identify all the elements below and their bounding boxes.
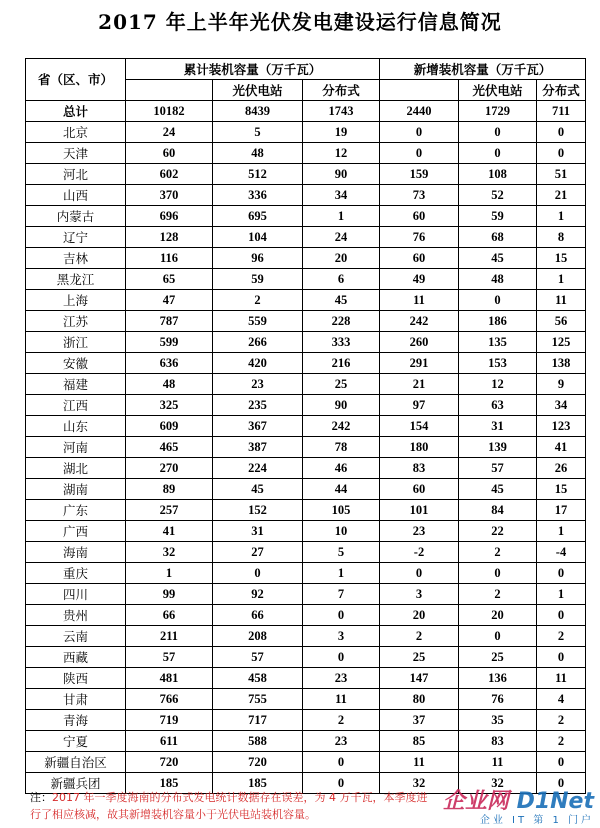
cell-n-pv: 153 — [459, 353, 537, 374]
table-row — [26, 269, 586, 290]
cell-c-total: 325 — [126, 395, 213, 416]
cell-n-dist: -4 — [537, 542, 586, 563]
cell-n-total: 154 — [380, 416, 459, 437]
cell-n-total: 32 — [380, 773, 459, 794]
cell-c-dist: 3 — [303, 626, 380, 647]
cell-n-total: 147 — [380, 668, 459, 689]
cell-c-dist: 0 — [303, 647, 380, 668]
cell-n-dist: 56 — [537, 311, 586, 332]
cell-n-pv: 22 — [459, 521, 537, 542]
cell-n-total: 25 — [380, 647, 459, 668]
cell-c-dist: 90 — [303, 164, 380, 185]
cell-n-dist: 2 — [537, 626, 586, 647]
cell-c-dist: 0 — [303, 752, 380, 773]
cell-c-dist: 0 — [303, 605, 380, 626]
cell-c-dist: 2 — [303, 710, 380, 731]
cell-c-pv: 2 — [213, 290, 303, 311]
cell-n-pv: 45 — [459, 479, 537, 500]
cell-n-dist: 41 — [537, 437, 586, 458]
table-row — [26, 311, 586, 332]
province-name: 江苏 — [26, 311, 126, 332]
cell-c-pv: 185 — [213, 773, 303, 794]
cell-c-total: 116 — [126, 248, 213, 269]
cell-c-dist: 34 — [303, 185, 380, 206]
cell-n-pv: 31 — [459, 416, 537, 437]
cell-c-pv: 57 — [213, 647, 303, 668]
table-row — [26, 689, 586, 710]
cell-c-dist: 20 — [303, 248, 380, 269]
cell-n-dist: 1 — [537, 269, 586, 290]
cell-n-pv: 0 — [459, 290, 537, 311]
table-row — [26, 416, 586, 437]
cell-c-total: 636 — [126, 353, 213, 374]
cell-c-total: 47 — [126, 290, 213, 311]
cell-c-total: 211 — [126, 626, 213, 647]
cell-n-total: 73 — [380, 185, 459, 206]
province-name: 浙江 — [26, 332, 126, 353]
cell-c-total: 41 — [126, 521, 213, 542]
cell-c-dist: 242 — [303, 416, 380, 437]
cell-c-total: 57 — [126, 647, 213, 668]
cell-c-dist: 5 — [303, 542, 380, 563]
cell-c-total: 599 — [126, 332, 213, 353]
cell-n-pv: 11 — [459, 752, 537, 773]
cell-c-dist: 25 — [303, 374, 380, 395]
cell-n-dist: 0 — [537, 563, 586, 584]
province-name: 甘肃 — [26, 689, 126, 710]
table-row — [26, 206, 586, 227]
cell-n-total: 97 — [380, 395, 459, 416]
cell-c-dist: 228 — [303, 311, 380, 332]
table-row — [26, 227, 586, 248]
cell-c-total: 65 — [126, 269, 213, 290]
cell-n-total: 49 — [380, 269, 459, 290]
cell-c-total: 89 — [126, 479, 213, 500]
province-name: 总计 — [26, 101, 126, 122]
cell-c-pv: 720 — [213, 752, 303, 773]
cell-n-dist: 0 — [537, 605, 586, 626]
cell-n-pv: 136 — [459, 668, 537, 689]
cell-c-pv: 66 — [213, 605, 303, 626]
table-row — [26, 248, 586, 269]
cell-c-pv: 559 — [213, 311, 303, 332]
cell-n-dist: 1 — [537, 584, 586, 605]
header-new-distributed: 分布式 — [537, 80, 586, 101]
cell-n-dist: 711 — [537, 101, 586, 122]
province-name: 北京 — [26, 122, 126, 143]
cell-c-dist: 216 — [303, 353, 380, 374]
cell-c-dist: 78 — [303, 437, 380, 458]
cell-n-pv: 57 — [459, 458, 537, 479]
cell-c-pv: 387 — [213, 437, 303, 458]
cell-c-total: 787 — [126, 311, 213, 332]
cell-c-total: 696 — [126, 206, 213, 227]
cell-n-total: -2 — [380, 542, 459, 563]
cell-c-pv: 0 — [213, 563, 303, 584]
cell-n-pv: 0 — [459, 143, 537, 164]
cell-n-pv: 0 — [459, 563, 537, 584]
cell-c-dist: 105 — [303, 500, 380, 521]
table-row — [26, 710, 586, 731]
header-new-total — [380, 80, 459, 101]
cell-n-pv: 45 — [459, 248, 537, 269]
province-name: 贵州 — [26, 605, 126, 626]
cell-n-dist: 1 — [537, 206, 586, 227]
cell-n-dist: 4 — [537, 689, 586, 710]
cell-c-pv: 48 — [213, 143, 303, 164]
cell-n-pv: 84 — [459, 500, 537, 521]
cell-n-total: 11 — [380, 752, 459, 773]
cell-c-dist: 23 — [303, 668, 380, 689]
table-row — [26, 122, 586, 143]
cell-c-pv: 266 — [213, 332, 303, 353]
cell-c-dist: 24 — [303, 227, 380, 248]
cell-c-pv: 8439 — [213, 101, 303, 122]
table-row — [26, 185, 586, 206]
province-name: 新疆自治区 — [26, 752, 126, 773]
province-name: 新疆兵团 — [26, 773, 126, 794]
cell-c-dist: 6 — [303, 269, 380, 290]
cell-n-dist: 0 — [537, 752, 586, 773]
header-new-pv: 光伏电站 — [459, 80, 537, 101]
cell-n-total: 37 — [380, 710, 459, 731]
footnote-prefix: 注： — [30, 791, 52, 804]
province-name: 天津 — [26, 143, 126, 164]
province-name: 山东 — [26, 416, 126, 437]
footnote-red-text: 2017 年一季度海南的分布式发电统计数据存在误差，为 4 万千瓦，本季度进 — [52, 791, 428, 804]
cell-n-dist: 15 — [537, 248, 586, 269]
cell-c-dist: 46 — [303, 458, 380, 479]
cell-c-pv: 23 — [213, 374, 303, 395]
table-row — [26, 521, 586, 542]
cell-c-total: 766 — [126, 689, 213, 710]
province-name: 四川 — [26, 584, 126, 605]
cell-c-dist: 45 — [303, 290, 380, 311]
table-row — [26, 626, 586, 647]
cell-n-pv: 186 — [459, 311, 537, 332]
cell-n-dist: 0 — [537, 647, 586, 668]
cell-c-total: 720 — [126, 752, 213, 773]
province-name: 内蒙古 — [26, 206, 126, 227]
cell-n-dist: 2 — [537, 710, 586, 731]
cell-n-dist: 123 — [537, 416, 586, 437]
cell-n-dist: 34 — [537, 395, 586, 416]
cell-n-total: 242 — [380, 311, 459, 332]
header-cumulative: 累计装机容量（万千瓦） — [126, 59, 380, 80]
cell-n-total: 60 — [380, 206, 459, 227]
cell-n-pv: 1729 — [459, 101, 537, 122]
cell-n-total: 3 — [380, 584, 459, 605]
cell-c-total: 128 — [126, 227, 213, 248]
cell-n-pv: 76 — [459, 689, 537, 710]
table-row — [26, 353, 586, 374]
cell-c-dist: 44 — [303, 479, 380, 500]
table-row — [26, 752, 586, 773]
cell-c-total: 719 — [126, 710, 213, 731]
table-row — [26, 479, 586, 500]
cell-n-pv: 59 — [459, 206, 537, 227]
cell-n-pv: 83 — [459, 731, 537, 752]
table-row — [26, 395, 586, 416]
cell-c-total: 481 — [126, 668, 213, 689]
province-name: 辽宁 — [26, 227, 126, 248]
province-name: 湖南 — [26, 479, 126, 500]
header-cumulative-distributed: 分布式 — [303, 80, 380, 101]
header-cumulative-total — [126, 80, 213, 101]
cell-n-pv: 2 — [459, 542, 537, 563]
cell-c-total: 60 — [126, 143, 213, 164]
cell-c-total: 66 — [126, 605, 213, 626]
cell-n-total: 291 — [380, 353, 459, 374]
cell-c-dist: 333 — [303, 332, 380, 353]
cell-n-total: 80 — [380, 689, 459, 710]
cell-n-pv: 12 — [459, 374, 537, 395]
cell-c-total: 609 — [126, 416, 213, 437]
table-row — [26, 143, 586, 164]
cell-n-dist: 21 — [537, 185, 586, 206]
cell-n-total: 21 — [380, 374, 459, 395]
cell-c-pv: 367 — [213, 416, 303, 437]
table-row — [26, 668, 586, 689]
cell-c-dist: 19 — [303, 122, 380, 143]
cell-c-pv: 235 — [213, 395, 303, 416]
cell-c-pv: 104 — [213, 227, 303, 248]
cell-c-pv: 5 — [213, 122, 303, 143]
pv-capacity-table — [25, 58, 586, 794]
province-name: 重庆 — [26, 563, 126, 584]
cell-c-dist: 7 — [303, 584, 380, 605]
cell-c-pv: 208 — [213, 626, 303, 647]
cell-n-dist: 11 — [537, 290, 586, 311]
watermark-brand-b: D1Net — [516, 789, 594, 814]
province-name: 宁夏 — [26, 731, 126, 752]
cell-c-pv: 27 — [213, 542, 303, 563]
cell-n-pv: 2 — [459, 584, 537, 605]
province-name: 海南 — [26, 542, 126, 563]
table-row — [26, 290, 586, 311]
cell-n-total: 0 — [380, 122, 459, 143]
cell-c-total: 99 — [126, 584, 213, 605]
cell-n-total: 11 — [380, 290, 459, 311]
cell-n-dist: 1 — [537, 521, 586, 542]
cell-n-total: 180 — [380, 437, 459, 458]
cell-c-dist: 90 — [303, 395, 380, 416]
cell-n-dist: 125 — [537, 332, 586, 353]
table-row — [26, 500, 586, 521]
header-cumulative-pv: 光伏电站 — [213, 80, 303, 101]
cell-c-pv: 717 — [213, 710, 303, 731]
cell-n-total: 0 — [380, 563, 459, 584]
table-row — [26, 605, 586, 626]
cell-n-dist: 51 — [537, 164, 586, 185]
header-province: 省（区、市） — [26, 59, 126, 101]
province-name: 云南 — [26, 626, 126, 647]
province-name: 上海 — [26, 290, 126, 311]
table-row — [26, 164, 586, 185]
cell-c-pv: 336 — [213, 185, 303, 206]
cell-c-total: 10182 — [126, 101, 213, 122]
cell-c-pv: 224 — [213, 458, 303, 479]
province-name: 广西 — [26, 521, 126, 542]
cell-n-dist: 26 — [537, 458, 586, 479]
cell-n-pv: 20 — [459, 605, 537, 626]
table-row — [26, 542, 586, 563]
table-row — [26, 647, 586, 668]
cell-c-pv: 695 — [213, 206, 303, 227]
province-name: 湖北 — [26, 458, 126, 479]
cell-n-pv: 35 — [459, 710, 537, 731]
cell-c-dist: 11 — [303, 689, 380, 710]
cell-c-total: 611 — [126, 731, 213, 752]
cell-c-total: 185 — [126, 773, 213, 794]
province-name: 陕西 — [26, 668, 126, 689]
cell-c-pv: 420 — [213, 353, 303, 374]
table-body — [26, 101, 586, 794]
table-row — [26, 731, 586, 752]
province-name: 黑龙江 — [26, 269, 126, 290]
cell-c-pv: 755 — [213, 689, 303, 710]
cell-c-total: 270 — [126, 458, 213, 479]
cell-n-pv: 0 — [459, 626, 537, 647]
cell-n-pv: 0 — [459, 122, 537, 143]
cell-n-pv: 135 — [459, 332, 537, 353]
cell-n-total: 260 — [380, 332, 459, 353]
cell-n-dist: 15 — [537, 479, 586, 500]
watermark-subtitle: 企业 IT 第 1 门户 — [479, 815, 594, 826]
cell-n-dist: 9 — [537, 374, 586, 395]
cell-n-dist: 0 — [537, 773, 586, 794]
cell-n-dist: 11 — [537, 668, 586, 689]
cell-c-total: 32 — [126, 542, 213, 563]
cell-c-total: 602 — [126, 164, 213, 185]
cell-c-pv: 59 — [213, 269, 303, 290]
header-new-added: 新增装机容量（万千瓦） — [380, 59, 586, 80]
cell-n-pv: 48 — [459, 269, 537, 290]
table-row — [26, 584, 586, 605]
cell-n-dist: 138 — [537, 353, 586, 374]
cell-n-dist: 0 — [537, 143, 586, 164]
cell-n-total: 76 — [380, 227, 459, 248]
cell-n-dist: 17 — [537, 500, 586, 521]
cell-c-total: 370 — [126, 185, 213, 206]
cell-c-pv: 96 — [213, 248, 303, 269]
cell-c-pv: 512 — [213, 164, 303, 185]
cell-c-dist: 23 — [303, 731, 380, 752]
cell-n-total: 83 — [380, 458, 459, 479]
cell-n-total: 20 — [380, 605, 459, 626]
cell-c-pv: 152 — [213, 500, 303, 521]
cell-c-total: 48 — [126, 374, 213, 395]
table-row — [26, 332, 586, 353]
cell-n-pv: 25 — [459, 647, 537, 668]
cell-c-total: 24 — [126, 122, 213, 143]
cell-c-total: 465 — [126, 437, 213, 458]
cell-n-pv: 32 — [459, 773, 537, 794]
watermark-logo — [438, 784, 598, 826]
province-name: 江西 — [26, 395, 126, 416]
cell-n-dist: 2 — [537, 731, 586, 752]
cell-n-pv: 108 — [459, 164, 537, 185]
cell-c-dist: 0 — [303, 773, 380, 794]
table-row — [26, 458, 586, 479]
cell-c-total: 1 — [126, 563, 213, 584]
cell-n-pv: 139 — [459, 437, 537, 458]
total-row — [26, 101, 586, 122]
cell-c-pv: 588 — [213, 731, 303, 752]
watermark-brand-a: 企业网 — [442, 789, 509, 814]
cell-n-pv: 63 — [459, 395, 537, 416]
cell-n-dist: 8 — [537, 227, 586, 248]
cell-n-pv: 68 — [459, 227, 537, 248]
cell-c-dist: 1743 — [303, 101, 380, 122]
cell-c-pv: 31 — [213, 521, 303, 542]
cell-n-total: 2440 — [380, 101, 459, 122]
cell-n-total: 60 — [380, 248, 459, 269]
cell-c-total: 257 — [126, 500, 213, 521]
cell-c-dist: 10 — [303, 521, 380, 542]
cell-n-total: 0 — [380, 143, 459, 164]
table-row — [26, 374, 586, 395]
province-name: 安徽 — [26, 353, 126, 374]
table-row — [26, 563, 586, 584]
footnote-line2: 行了相应核减，故其新增装机容量小于光伏电站装机容量。 — [30, 808, 316, 821]
province-name: 吉林 — [26, 248, 126, 269]
cell-n-total: 60 — [380, 479, 459, 500]
cell-n-total: 101 — [380, 500, 459, 521]
province-name: 河北 — [26, 164, 126, 185]
cell-c-pv: 458 — [213, 668, 303, 689]
province-name: 福建 — [26, 374, 126, 395]
cell-n-dist: 0 — [537, 122, 586, 143]
cell-c-pv: 92 — [213, 584, 303, 605]
province-name: 山西 — [26, 185, 126, 206]
cell-n-total: 23 — [380, 521, 459, 542]
cell-n-total: 159 — [380, 164, 459, 185]
province-name: 河南 — [26, 437, 126, 458]
page-title: 2017 年上半年光伏发电建设运行信息简况 — [98, 10, 502, 34]
cell-c-pv: 45 — [213, 479, 303, 500]
province-name: 西藏 — [26, 647, 126, 668]
province-name: 青海 — [26, 710, 126, 731]
cell-n-total: 2 — [380, 626, 459, 647]
cell-n-pv: 52 — [459, 185, 537, 206]
cell-c-dist: 12 — [303, 143, 380, 164]
province-name: 广东 — [26, 500, 126, 521]
cell-c-dist: 1 — [303, 206, 380, 227]
table-row — [26, 437, 586, 458]
cell-n-total: 85 — [380, 731, 459, 752]
cell-c-dist: 1 — [303, 563, 380, 584]
